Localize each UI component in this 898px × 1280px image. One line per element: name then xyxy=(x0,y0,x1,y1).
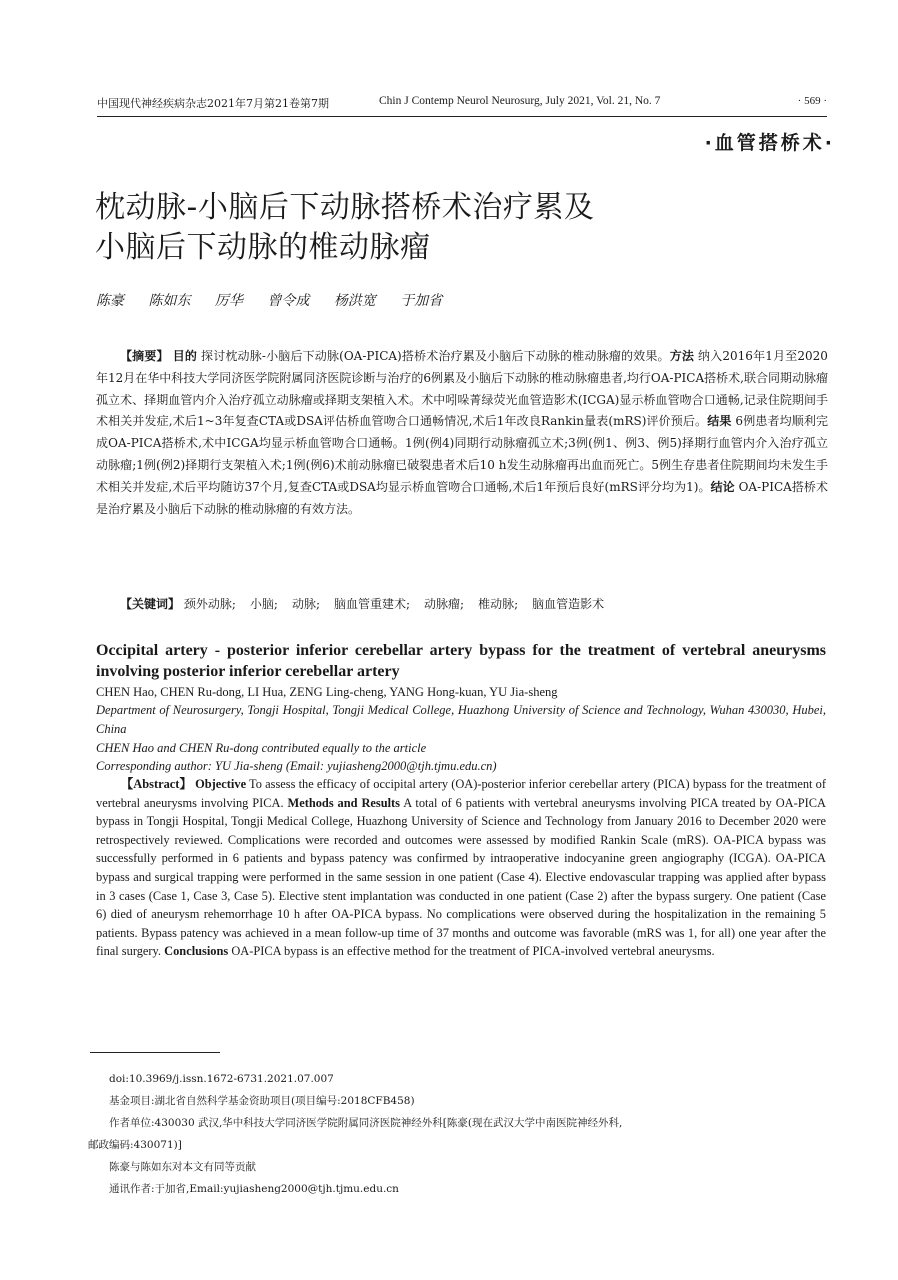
abstract-heading-en: 【Abstract】 xyxy=(120,777,192,791)
keyword: 小脑; xyxy=(249,597,278,611)
keyword: 动脉; xyxy=(291,597,320,611)
title-line-2: 小脑后下动脉的椎动脉瘤 xyxy=(95,230,431,265)
keyword: 脑血管造影术 xyxy=(532,597,605,611)
footnote-equal-contribution: 陈豪与陈如东对本文有同等贡献 xyxy=(109,1161,256,1173)
page-number: · 569 · xyxy=(797,95,827,107)
results-label-cn: 结果 xyxy=(707,414,732,429)
abstract-cn xyxy=(96,346,828,520)
methods-text-cn: 纳入2016年1月至2020年12月在华中科技大学同济医学院附属同济医院诊断与治疗的6例累及小脑后下动脉的椎动脉瘤患者,均行OA-PICA搭桥术,联合同期动脉瘤孤立术、择期血管内介入治疗孤立动脉瘤或择期支架植入术。术中吲哚菁绿荧光血管造影术(ICGA)显示桥血管吻合口通畅,记录住院期间手术相关并发症,术后1~3年复查CTA或DSA评估桥血管吻合口通畅情况,术后1年改良Rankin量表(mRS)评价预后。 xyxy=(96,349,828,429)
footnotes xyxy=(88,1068,828,1200)
running-head xyxy=(97,95,827,115)
title-line-1: 枕动脉-小脑后下动脉搭桥术治疗累及 xyxy=(95,190,595,225)
footnote-corresponding: 通讯作者:于加省,Email:yujiasheng2000@tjh.tjmu.edu.cn xyxy=(109,1183,399,1195)
objective-label-cn: 目的 xyxy=(172,349,198,363)
author-name: 曾令成 xyxy=(267,293,310,309)
conclusion-text-cn: OA-PICA搭桥术是治疗累及小脑后下动脉的椎动脉瘤的有效方法。 xyxy=(96,479,828,516)
footnote-unit-continued: 邮政编码:430071)] xyxy=(88,1139,182,1151)
article-title-en: Occipital artery - posterior inferior cerebellar artery bypass for the treatment of vertebral aneurysms involving posterior inferior cerebellar artery xyxy=(96,642,826,680)
header-rule xyxy=(97,116,827,117)
corresponding-author-en: Corresponding author: YU Jia-sheng (Email: yujiasheng2000@tjh.tjmu.edu.cn) xyxy=(96,759,497,773)
author-name: 厉华 xyxy=(214,293,243,309)
abstract-en xyxy=(96,775,826,961)
conclusion-label-cn: 结论 xyxy=(710,479,735,494)
journal-name-cn: 中国现代神经疾病杂志2021年7月第21卷第7期 xyxy=(97,97,329,110)
results-text-cn: 6例患者均顺利完成OA-PICA搭桥术,术中ICGA均显示桥血管吻合口通畅。1例(例4)同期行动脉瘤孤立术;3例(例1、例3、例5)择期行血管内介入治疗孤立动脉瘤;1例(例2)择期行支架植入术;1例(例6)术前动脉瘤已破裂患者术后10 h发生动脉瘤再出血而死亡。5例生存患者住院期间均未发生手术相关并发症,术后平均随访37个月,复查CTA或DSA均显示桥血管吻合口通畅,术后1年预后良好(mRS评分均为1)。 xyxy=(96,414,828,494)
footnote-doi: doi:10.3969/j.issn.1672-6731.2021.07.007 xyxy=(109,1073,334,1085)
keyword: 椎动脉; xyxy=(478,597,519,611)
objective-label-en: Objective xyxy=(195,777,247,791)
author-list-en: CHEN Hao, CHEN Ru-dong, LI Hua, ZENG Ling-cheng, YANG Hong-kuan, YU Jia-sheng xyxy=(96,685,558,699)
keywords-cn xyxy=(96,594,828,614)
journal-name-en: Chin J Contemp Neurol Neurosurg, July 2021, Vol. 21, No. 7 xyxy=(379,95,661,107)
abstract-heading-cn: 【摘要】 xyxy=(120,349,169,363)
conclusion-text-en: OA-PICA bypass is an effective method for the treatment of PICA-involved vertebral aneurysms. xyxy=(231,944,715,959)
methods-label-en: Methods and Results xyxy=(287,795,400,810)
objective-text-en: To assess the efficacy of occipital artery (OA)-posterior inferior cerebellar artery (PICA) bypass for the treatment of vertebral aneurysms involving PICA. xyxy=(96,777,826,810)
keywords-label-cn: 【关键词】 xyxy=(120,597,181,611)
keyword: 颈外动脉; xyxy=(183,597,236,611)
methods-label-cn: 方法 xyxy=(669,349,695,363)
keyword: 动脉瘤; xyxy=(424,597,465,611)
footnote-fund: 基金项目:湖北省自然科学基金资助项目(项目编号:2018CFB458) xyxy=(109,1095,415,1107)
conclusion-label-en: Conclusions xyxy=(164,944,229,959)
author-name: 陈如东 xyxy=(148,293,191,309)
author-name: 杨洪宽 xyxy=(333,293,376,309)
author-name: 陈豪 xyxy=(96,293,124,309)
article-title-cn xyxy=(95,188,815,268)
contribution-note-en: CHEN Hao and CHEN Ru-dong contributed equally to the article xyxy=(96,741,427,755)
footnote-unit: 作者单位:430030 武汉,华中科技大学同济医学院附属同济医院神经外科[陈豪(现在武汉大学中南医院神经外科, xyxy=(109,1117,623,1129)
keyword: 脑血管重建术; xyxy=(333,597,411,611)
affiliation-en: Department of Neurosurgery, Tongji Hospital, Tongji Medical College, Huazhong University of Science and Technology, Wuhan 430030, Hubei, China xyxy=(96,703,826,736)
footnote-rule xyxy=(90,1052,220,1053)
author-name: 于加省 xyxy=(400,293,443,309)
column-label: ·血管搭桥术· xyxy=(704,132,835,154)
objective-text-cn: 探讨枕动脉-小脑后下动脉(OA-PICA)搭桥术治疗累及小脑后下动脉的椎动脉瘤的效果。 xyxy=(201,349,670,363)
methods-text-en: A total of 6 patients with vertebral aneurysms involving PICA treated by OA-PICA bypass in Tongji Hospital, Tongji Medical College, Huazhong University of Science and Technology from January 2016 to December 2020 were retrospectively reviewed. Complications were recorded and outcomes were assessed by modified Rankin Scale (mRS). OA-PICA bypass was successfully performed in 6 patients and bypass patency was confirmed by intraoperative indocyanine green angiography (ICGA). OA-PICA bypass and surgical trapping were performed in the same session in one patient (Case 4). Elective endovascular trapping was applied after bypass in 3 cases (Case 1, Case 3, Case 5). Elective stent implantation was conducted in one patient (Case 2) after the bypass surgery. One patient (Case 6) died of aneurysm rehemorrhage 10 h after OA-PICA bypass. No complications were observed during the hospitalization in the remaining 5 patients. Bypass patency was achieved in a mean follow-up time of 37 months and outcome was favorable (mRS was 1, for all) one year after the final surgery. xyxy=(96,795,826,959)
author-list-cn xyxy=(96,290,816,310)
